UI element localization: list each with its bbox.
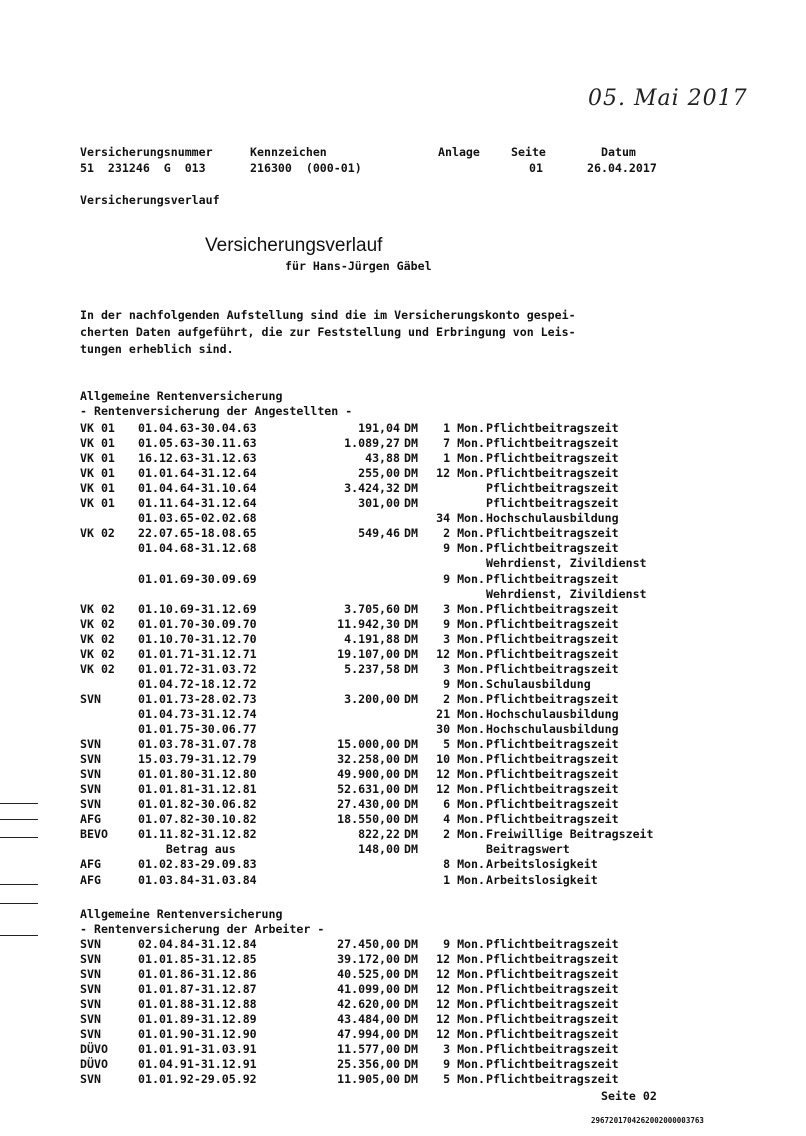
- cell-months: 3 Mon.: [443, 631, 485, 646]
- cell-period: 01.01.73-28.02.73: [138, 691, 257, 706]
- cell-months: 12 Mon.: [436, 767, 485, 782]
- cell-period: 16.12.63-31.12.63: [138, 451, 257, 466]
- table-row: [80, 602, 720, 617]
- cell-desc: Pflichtbeitragszeit: [486, 436, 619, 451]
- cell-desc: Pflichtbeitragszeit: [486, 752, 619, 767]
- cell-cur: DM: [404, 812, 418, 827]
- cell-months: 2 Mon.: [443, 827, 485, 842]
- cell-cur: DM: [404, 466, 418, 481]
- cell-period: 01.01.75-30.06.77: [138, 722, 257, 736]
- cell-code: SVN: [80, 737, 101, 752]
- table-row: [80, 952, 720, 967]
- cell-desc: Schulausbildung: [486, 676, 591, 691]
- cell-period: 01.07.82-30.10.82: [138, 812, 257, 827]
- cell-cur: DM: [404, 752, 418, 767]
- cell-period: 15.03.79-31.12.79: [138, 752, 257, 767]
- cell-amount: 5.237,58: [344, 661, 400, 676]
- cell-months: 5 Mon.: [443, 1072, 485, 1087]
- cell-amount: 43,88: [365, 451, 400, 466]
- intro-line-3: tungen erheblich sind.: [80, 342, 234, 356]
- cell-code: VK 01: [80, 451, 115, 466]
- cell-cur: DM: [404, 1057, 418, 1072]
- table-row: [80, 967, 720, 982]
- table-row: [80, 677, 720, 692]
- cell-months: 12 Mon.: [436, 782, 485, 797]
- cell-period: 01.01.87-31.12.87: [138, 982, 257, 997]
- cell-desc: Pflichtbeitragszeit: [486, 601, 619, 616]
- cell-desc: Hochschulausbildung: [486, 722, 619, 736]
- cell-months: 3 Mon.: [443, 1042, 485, 1057]
- document-title: Versicherungsverlauf: [205, 235, 383, 256]
- cell-amount: 3.424,32: [344, 481, 400, 496]
- header-label-vnr: Versicherungsnummer: [80, 145, 213, 159]
- cell-desc: Pflichtbeitragszeit: [486, 1012, 619, 1027]
- cell-amount: 4.191,88: [344, 631, 400, 646]
- table-row: [80, 752, 720, 767]
- table-row: [80, 451, 720, 466]
- cell-months: 12 Mon.: [436, 967, 485, 982]
- cell-months: 9 Mon.: [443, 1057, 485, 1072]
- cell-desc: Hochschulausbildung: [486, 511, 619, 526]
- cell-cur: DM: [404, 646, 418, 661]
- cell-amount: 19.107,00: [337, 646, 400, 661]
- cell-code: DÜVO: [80, 1042, 108, 1057]
- cell-amount: 301,00: [358, 496, 400, 511]
- cell-code: SVN: [80, 691, 101, 706]
- cell-code: VK 01: [80, 466, 115, 481]
- cell-amount: 11.942,30: [337, 616, 400, 631]
- cell-period: 01.01.80-31.12.80: [138, 767, 257, 782]
- table-row: [80, 707, 720, 722]
- cell-months: 5 Mon.: [443, 737, 485, 752]
- header-label-seite: Seite: [511, 145, 546, 159]
- cell-desc: Hochschulausbildung: [486, 706, 619, 721]
- cell-code: SVN: [80, 952, 101, 967]
- section-caption: Versicherungsverlauf: [80, 193, 220, 207]
- cell-desc: Pflichtbeitragszeit: [486, 1027, 619, 1042]
- footer-page-label: Seite 02: [601, 1089, 657, 1103]
- cell-months: 9 Mon.: [443, 616, 485, 631]
- margin-mark: [0, 803, 38, 804]
- cell-amount: 148,00: [358, 842, 400, 857]
- margin-mark: [0, 819, 38, 820]
- cell-amount: 11.905,00: [337, 1072, 400, 1087]
- table-row: [80, 1072, 720, 1087]
- table-row: [80, 782, 720, 797]
- cell-cur: DM: [404, 691, 418, 706]
- cell-desc: Pflichtbeitragszeit: [486, 571, 619, 586]
- cell-desc: Pflichtbeitragszeit: [486, 782, 619, 797]
- cell-period: 01.01.91-31.03.91: [138, 1042, 257, 1057]
- cell-period: 01.01.86-31.12.86: [138, 967, 257, 982]
- cell-months: 21 Mon.: [436, 706, 485, 721]
- table-row: [80, 436, 720, 451]
- cell-cur: DM: [404, 767, 418, 782]
- cell-amount: 549,46: [358, 526, 400, 541]
- table-row: [80, 857, 720, 872]
- cell-cur: DM: [404, 797, 418, 812]
- cell-code: VK 01: [80, 481, 115, 496]
- cell-code: VK 02: [80, 616, 115, 631]
- cell-period: 01.03.65-02.02.68: [138, 511, 257, 526]
- cell-months: 3 Mon.: [443, 661, 485, 676]
- cell-cur: DM: [404, 526, 418, 541]
- cell-cur: DM: [404, 1027, 418, 1042]
- cell-code: AFG: [80, 857, 101, 872]
- cell-period: 01.01.90-31.12.90: [138, 1027, 257, 1042]
- cell-desc: Arbeitslosigkeit: [486, 872, 598, 887]
- cell-code: VK 02: [80, 526, 115, 541]
- cell-desc: Pflichtbeitragszeit: [486, 616, 619, 631]
- cell-period: 01.01.92-29.05.92: [138, 1072, 257, 1087]
- cell-amount: 32.258,00: [337, 752, 400, 767]
- cell-cur: DM: [404, 601, 418, 616]
- cell-cur: DM: [404, 1012, 418, 1027]
- cell-months: 12 Mon.: [436, 646, 485, 661]
- cell-amount: 15.000,00: [337, 737, 400, 752]
- cell-amount: 47.994,00: [337, 1027, 400, 1042]
- cell-amount: 18.550,00: [337, 812, 400, 827]
- table-row: [80, 767, 720, 782]
- header-label-kennzeichen: Kennzeichen: [250, 145, 327, 159]
- cell-amount: 42.620,00: [337, 997, 400, 1012]
- table-row: [80, 997, 720, 1012]
- cell-cur: DM: [404, 451, 418, 466]
- cell-cur: DM: [404, 952, 418, 967]
- cell-period: 01.04.72-18.12.72: [138, 676, 257, 691]
- handwritten-date: 05. Mai 2017: [588, 86, 748, 111]
- cell-months: 12 Mon.: [436, 1027, 485, 1042]
- cell-months: 34 Mon.: [436, 511, 485, 526]
- cell-period: 01.04.68-31.12.68: [138, 541, 257, 556]
- header-vnr-value: 51 231246 G 013: [80, 161, 206, 175]
- cell-code: AFG: [80, 812, 101, 827]
- cell-desc: Pflichtbeitragszeit: [486, 526, 619, 541]
- cell-desc: Wehrdienst, Zivildienst: [486, 586, 647, 601]
- cell-code: SVN: [80, 1072, 101, 1087]
- cell-period: 01.01.69-30.09.69: [138, 571, 257, 586]
- margin-mark: [0, 903, 38, 904]
- group2-subheading: - Rentenversicherung der Arbeiter -: [80, 922, 325, 936]
- cell-code: SVN: [80, 752, 101, 767]
- cell-months: 9 Mon.: [443, 937, 485, 951]
- cell-period: 01.10.70-31.12.70: [138, 631, 257, 646]
- table-row: [80, 873, 720, 888]
- cell-desc: Pflichtbeitragszeit: [486, 691, 619, 706]
- cell-months: 10 Mon.: [436, 752, 485, 767]
- cell-cur: DM: [404, 842, 418, 857]
- table-row: [80, 632, 720, 647]
- table-row: [80, 466, 720, 481]
- cell-desc: Pflichtbeitragszeit: [486, 1072, 619, 1087]
- table-row: [80, 827, 720, 842]
- intro-line-1: In der nachfolgenden Aufstellung sind die im Versicherungskonto gespei-: [80, 308, 576, 322]
- table-row: [80, 722, 720, 737]
- cell-desc: Pflichtbeitragszeit: [486, 737, 619, 752]
- cell-code: SVN: [80, 767, 101, 782]
- table-row: [80, 982, 720, 997]
- cell-desc: Pflichtbeitragszeit: [486, 466, 619, 481]
- cell-desc: Pflichtbeitragszeit: [486, 937, 619, 951]
- cell-amount: 27.430,00: [337, 797, 400, 812]
- cell-months: 9 Mon.: [443, 676, 485, 691]
- table-row: [80, 647, 720, 662]
- cell-period: 01.04.91-31.12.91: [138, 1057, 257, 1072]
- cell-period: 01.01.71-31.12.71: [138, 646, 257, 661]
- cell-amount: 39.172,00: [337, 952, 400, 967]
- cell-period: 01.03.78-31.07.78: [138, 737, 257, 752]
- table-row: [80, 556, 720, 571]
- cell-months: 12 Mon.: [436, 997, 485, 1012]
- cell-desc: Pflichtbeitragszeit: [486, 997, 619, 1012]
- cell-months: 2 Mon.: [443, 526, 485, 541]
- cell-months: 6 Mon.: [443, 797, 485, 812]
- cell-amount: 191,04: [358, 421, 400, 435]
- cell-amount: 27.450,00: [337, 937, 400, 951]
- cell-cur: DM: [404, 421, 418, 435]
- cell-cur: DM: [404, 496, 418, 511]
- cell-desc: Arbeitslosigkeit: [486, 857, 598, 872]
- cell-amount: 49.900,00: [337, 767, 400, 782]
- cell-cur: DM: [404, 982, 418, 997]
- cell-code: VK 02: [80, 646, 115, 661]
- cell-desc: Pflichtbeitragszeit: [486, 496, 619, 511]
- table-row: [80, 937, 720, 952]
- table-row: [80, 737, 720, 752]
- cell-amount: 822,22: [358, 827, 400, 842]
- cell-cur: DM: [404, 436, 418, 451]
- table-row: [80, 511, 720, 526]
- header-kennzeichen-value: 216300 (000-01): [250, 161, 362, 175]
- cell-code: AFG: [80, 872, 101, 887]
- cell-code: BEVO: [80, 827, 108, 842]
- cell-months: 1 Mon.: [443, 421, 485, 435]
- cell-cur: DM: [404, 997, 418, 1012]
- cell-months: 12 Mon.: [436, 466, 485, 481]
- cell-months: 4 Mon.: [443, 812, 485, 827]
- cell-months: 12 Mon.: [436, 1012, 485, 1027]
- cell-cur: DM: [404, 1042, 418, 1057]
- table-row: [80, 572, 720, 587]
- cell-desc: Pflichtbeitragszeit: [486, 952, 619, 967]
- cell-desc: Pflichtbeitragszeit: [486, 481, 619, 496]
- table-row: [80, 1027, 720, 1042]
- table-row: [80, 481, 720, 496]
- cell-desc: Pflichtbeitragszeit: [486, 767, 619, 782]
- cell-amount: 3.705,60: [344, 601, 400, 616]
- cell-months: 7 Mon.: [443, 436, 485, 451]
- cell-period: 01.02.83-29.09.83: [138, 857, 257, 872]
- cell-cur: DM: [404, 937, 418, 951]
- footer-barcode-number: 2967201704262002000003763: [591, 1116, 704, 1125]
- group1-subheading: - Rentenversicherung der Angestellten -: [80, 404, 353, 418]
- cell-desc: Wehrdienst, Zivildienst: [486, 556, 647, 571]
- cell-code: SVN: [80, 997, 101, 1012]
- table-row: [80, 1057, 720, 1072]
- table-row: [80, 842, 720, 857]
- cell-cur: DM: [404, 661, 418, 676]
- table-row: [80, 1042, 720, 1057]
- cell-cur: DM: [404, 827, 418, 842]
- header-seite-value: 01: [529, 161, 543, 175]
- header-datum-value: 26.04.2017: [587, 161, 657, 175]
- cell-months: 9 Mon.: [443, 571, 485, 586]
- cell-amount: 43.484,00: [337, 1012, 400, 1027]
- cell-period: 02.04.84-31.12.84: [138, 937, 257, 951]
- cell-months: 9 Mon.: [443, 541, 485, 556]
- cell-amount: 52.631,00: [337, 782, 400, 797]
- cell-cur: DM: [404, 616, 418, 631]
- cell-desc: Pflichtbeitragszeit: [486, 661, 619, 676]
- cell-desc: Freiwillige Beitragszeit: [486, 827, 654, 842]
- cell-months: 1 Mon.: [443, 451, 485, 466]
- cell-code: VK 01: [80, 421, 115, 435]
- cell-period: 01.04.63-30.04.63: [138, 421, 257, 435]
- cell-months: 3 Mon.: [443, 601, 485, 616]
- cell-code: VK 01: [80, 436, 115, 451]
- cell-desc: Pflichtbeitragszeit: [486, 1057, 619, 1072]
- header-label-anlage: Anlage: [438, 145, 480, 159]
- cell-period: 01.01.81-31.12.81: [138, 782, 257, 797]
- cell-code: VK 02: [80, 631, 115, 646]
- cell-code: SVN: [80, 937, 101, 951]
- table-row: [80, 421, 720, 436]
- cell-months: 30 Mon.: [436, 722, 485, 736]
- cell-period: 01.03.84-31.03.84: [138, 872, 257, 887]
- cell-code: SVN: [80, 982, 101, 997]
- cell-amount: 255,00: [358, 466, 400, 481]
- cell-code: DÜVO: [80, 1057, 108, 1072]
- cell-desc: Pflichtbeitragszeit: [486, 982, 619, 997]
- table-row: [80, 496, 720, 511]
- table-row: [80, 587, 720, 602]
- cell-period: 01.01.88-31.12.88: [138, 997, 257, 1012]
- cell-code: SVN: [80, 1012, 101, 1027]
- cell-desc: Pflichtbeitragszeit: [486, 646, 619, 661]
- margin-mark: [0, 935, 38, 936]
- cell-period: 01.01.72-31.03.72: [138, 661, 257, 676]
- cell-period: 01.01.89-31.12.89: [138, 1012, 257, 1027]
- cell-amount: 40.525,00: [337, 967, 400, 982]
- document-subtitle: für Hans-Jürgen Gäbel: [285, 259, 432, 273]
- cell-code: SVN: [80, 967, 101, 982]
- cell-desc: Pflichtbeitragszeit: [486, 797, 619, 812]
- cell-period: 01.11.64-31.12.64: [138, 496, 257, 511]
- table-row: [80, 662, 720, 677]
- cell-cur: DM: [404, 1072, 418, 1087]
- cell-code: SVN: [80, 797, 101, 812]
- cell-desc: Pflichtbeitragszeit: [486, 967, 619, 982]
- cell-cur: DM: [404, 481, 418, 496]
- cell-code: SVN: [80, 782, 101, 797]
- cell-code: VK 01: [80, 496, 115, 511]
- table-row: [80, 692, 720, 707]
- cell-cur: DM: [404, 737, 418, 752]
- cell-desc: Pflichtbeitragszeit: [486, 812, 619, 827]
- table-row: [80, 797, 720, 812]
- cell-months: 12 Mon.: [436, 952, 485, 967]
- cell-code: VK 02: [80, 661, 115, 676]
- margin-mark: [0, 884, 38, 885]
- cell-desc: Beitragswert: [486, 842, 570, 857]
- cell-months: 2 Mon.: [443, 691, 485, 706]
- table-row: [80, 541, 720, 556]
- cell-cur: DM: [404, 631, 418, 646]
- cell-amount: 1.089,27: [344, 436, 400, 451]
- table-row: [80, 526, 720, 541]
- table-row: [80, 1012, 720, 1027]
- cell-amount: 3.200,00: [344, 691, 400, 706]
- cell-period: 22.07.65-18.08.65: [138, 526, 257, 541]
- cell-period: 01.11.82-31.12.82: [138, 827, 257, 842]
- cell-desc: Pflichtbeitragszeit: [486, 631, 619, 646]
- group1-heading: Allgemeine Rentenversicherung: [80, 389, 283, 403]
- cell-code: SVN: [80, 1027, 101, 1042]
- cell-months: 12 Mon.: [436, 982, 485, 997]
- cell-desc: Pflichtbeitragszeit: [486, 1042, 619, 1057]
- cell-period: 01.01.70-30.09.70: [138, 616, 257, 631]
- cell-months: 1 Mon.: [443, 872, 485, 887]
- cell-period: Betrag aus: [138, 842, 236, 857]
- cell-period: 01.01.64-31.12.64: [138, 466, 257, 481]
- cell-amount: 11.577,00: [337, 1042, 400, 1057]
- cell-desc: Pflichtbeitragszeit: [486, 421, 619, 435]
- group2-heading: Allgemeine Rentenversicherung: [80, 907, 283, 921]
- cell-period: 01.04.73-31.12.74: [138, 706, 257, 721]
- table-row: [80, 617, 720, 632]
- header-label-datum: Datum: [601, 145, 636, 159]
- cell-period: 01.05.63-30.11.63: [138, 436, 257, 451]
- cell-code: VK 02: [80, 601, 115, 616]
- table-row: [80, 812, 720, 827]
- cell-desc: Pflichtbeitragszeit: [486, 541, 619, 556]
- cell-months: 8 Mon.: [443, 857, 485, 872]
- cell-period: 01.04.64-31.10.64: [138, 481, 257, 496]
- margin-mark: [0, 837, 38, 838]
- cell-desc: Pflichtbeitragszeit: [486, 451, 619, 466]
- cell-cur: DM: [404, 782, 418, 797]
- cell-period: 01.01.85-31.12.85: [138, 952, 257, 967]
- cell-cur: DM: [404, 967, 418, 982]
- intro-line-2: cherten Daten aufgeführt, die zur Feststellung und Erbringung von Leis-: [80, 325, 576, 339]
- cell-period: 01.10.69-31.12.69: [138, 601, 257, 616]
- cell-amount: 25.356,00: [337, 1057, 400, 1072]
- cell-amount: 41.099,00: [337, 982, 400, 997]
- cell-period: 01.01.82-30.06.82: [138, 797, 257, 812]
